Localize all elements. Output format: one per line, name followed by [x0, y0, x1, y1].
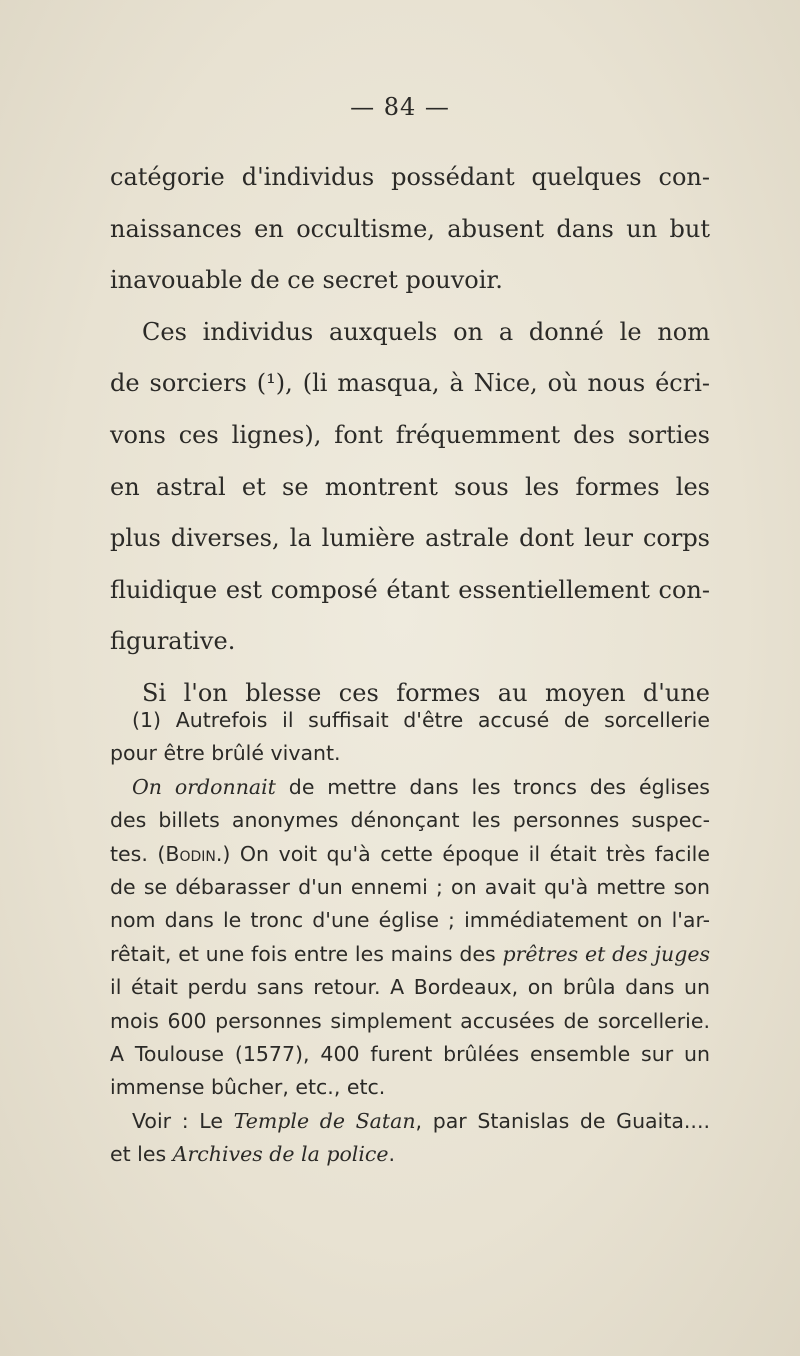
footnote-line: immense bûcher, etc., etc. [110, 1075, 386, 1100]
body-line: en astral et se montrent sous les formes les [110, 472, 710, 501]
body-line: catégorie d'individus possédant quelques con- [110, 163, 710, 191]
body-line: inavouable de ce secret pouvoir. [110, 266, 503, 295]
footnote [110, 704, 710, 1171]
footnote-line: (1) Autrefois il suffisait d'être accusé de sorcellerie [132, 708, 710, 732]
footnote-text: de mettre dans les troncs des églises [275, 774, 710, 799]
body-line: Ces individus auxquels on a donné le nom [142, 317, 710, 346]
footnote-italic: On ordonnait [132, 774, 276, 799]
body-line: fluidique est composé étant essentiellement con- [110, 575, 710, 604]
body-line: de sorciers (¹), (li masqua, à Nice, où nous écri- [110, 369, 710, 398]
footnote-line [110, 838, 710, 871]
footnote-line: A Toulouse (1577), 400 furent brûlées ensemble sur un [110, 1041, 710, 1066]
footnote-line [110, 1105, 710, 1138]
footnote-text: . [388, 1142, 396, 1167]
body-line: Si l'on blesse ces formes au moyen d'une [142, 678, 710, 707]
footnote-italic: prêtres et des juges [502, 941, 710, 966]
body-line: figurative. [110, 627, 236, 656]
footnote-line: pour être brûlé vivant. [110, 741, 341, 766]
footnote-line: mois 600 personnes simplement accusées de sorcellerie. [110, 1008, 710, 1033]
footnote-line [110, 1138, 710, 1171]
footnote-text: tes. ( [110, 841, 166, 866]
author-name: Bodin [165, 841, 216, 866]
book-title: Temple de Satan [233, 1108, 416, 1133]
body-line: vons ces lignes), font fréquemment des sorties [110, 420, 710, 449]
footnote-line: de se débarasser d'un ennemi ; on avait qu'à mettre son [110, 874, 710, 899]
footnote-text: rêtait, et une fois entre les mains des [110, 941, 503, 966]
footnote-line: il était perdu sans retour. A Bordeaux, on brûla dans un [110, 975, 710, 1000]
footnote-line [110, 938, 710, 971]
footnote-text: Voir : Le [132, 1108, 234, 1133]
body-text [110, 152, 710, 720]
footnote-text: .) On voit qu'à cette époque il était très facile [215, 841, 710, 866]
body-line: plus diverses, la lumière astrale dont leur corps [110, 524, 710, 553]
page-number: — 84 — [350, 93, 450, 121]
footnote-line: nom dans le tronc d'une église ; immédiatement on l'ar- [110, 908, 710, 933]
book-title: Archives de la police [172, 1142, 389, 1167]
footnote-text: et les [110, 1142, 173, 1167]
footnote-text: , par Stanislas de Guaita.... [415, 1108, 710, 1133]
footnote-line [110, 771, 710, 804]
body-line: naissances en occultisme, abusent dans un but [110, 214, 710, 243]
footnote-line: des billets anonymes dénonçant les personnes suspec- [110, 808, 710, 833]
